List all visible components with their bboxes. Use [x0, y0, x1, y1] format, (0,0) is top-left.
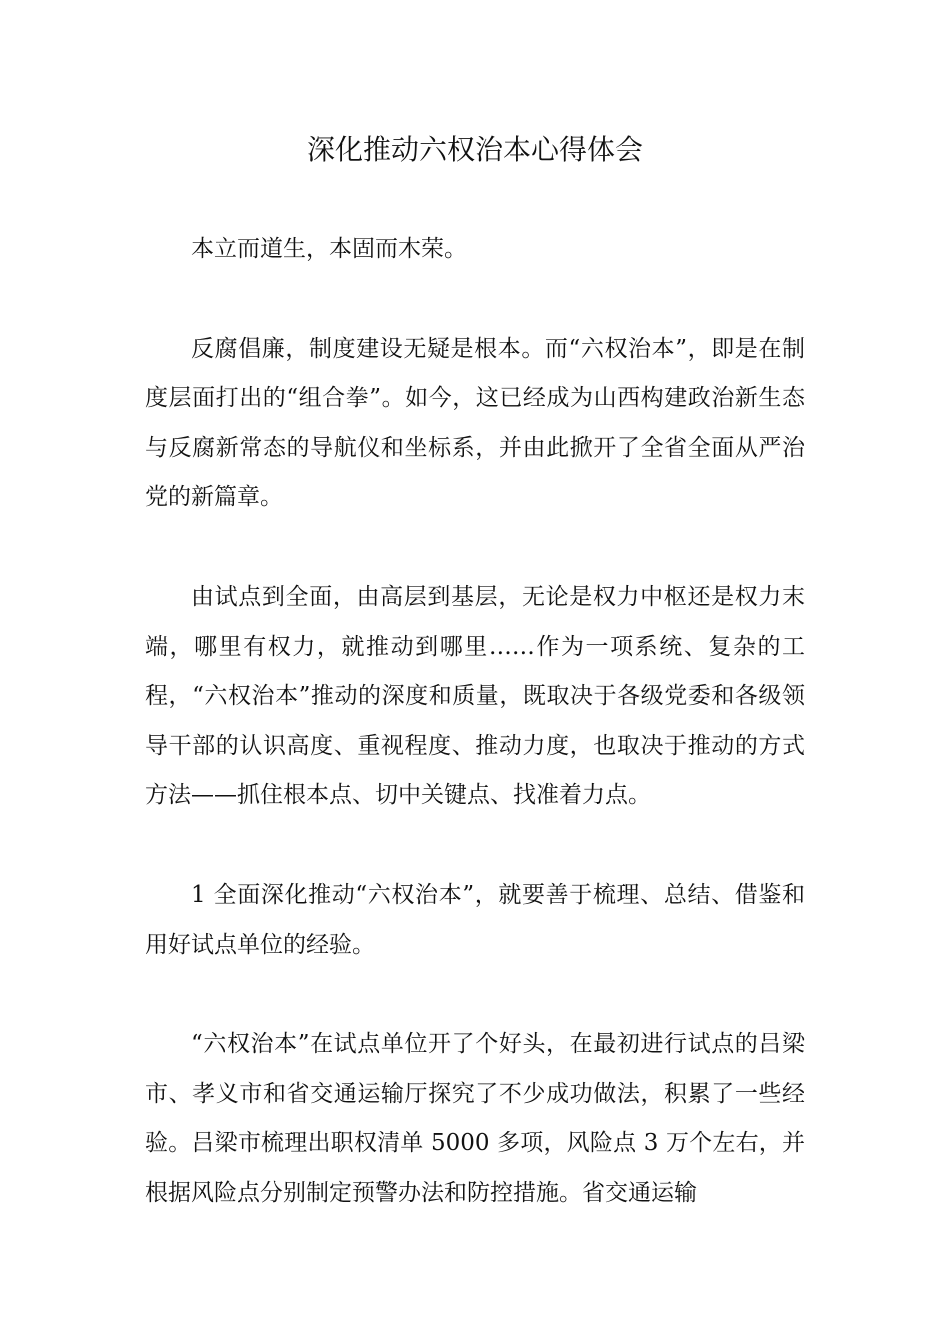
paragraph-1: 本立而道生，本固而木荣。	[191, 236, 467, 262]
document-body	[145, 225, 805, 1269]
document-title: 深化推动六权治本心得体会	[306, 133, 643, 166]
paragraph-2: 反腐倡廉，制度建设无疑是根本。而“六权治本”，即是在制度层面打出的“组合拳”。如今，这已经成为山西构建政治新生态与反腐新常态的导航仪和坐标系，并由此掀开了全省全面从严治党的新篇章。	[145, 335, 805, 511]
paragraph-3: 由试点到全面，由高层到基层，无论是权力中枢还是权力末端，哪里有权力，就推动到哪里……作为一项系统、复杂的工程，“六权治本”推动的深度和质量，既取决于各级党委和各级领导干部的认识高度、重视程度、推动力度，也取决于推动的方式方法——抓住根本点、切中关键点、找准着力点。	[145, 583, 805, 809]
paragraph-4: 1 全面深化推动“六权治本”，就要善于梳理、总结、借鉴和用好试点单位的经验。	[145, 881, 805, 958]
paragraph-5: “六权治本”在试点单位开了个好头，在最初进行试点的吕梁市、孝义市和省交通运输厅探究了不少成功做法，积累了一些经验。吕梁市梳理出职权清单 5000 多项，风险点 3 万个左右，并根据风险点分别制定预警办法和防控措施。省交通运输	[145, 1031, 805, 1206]
